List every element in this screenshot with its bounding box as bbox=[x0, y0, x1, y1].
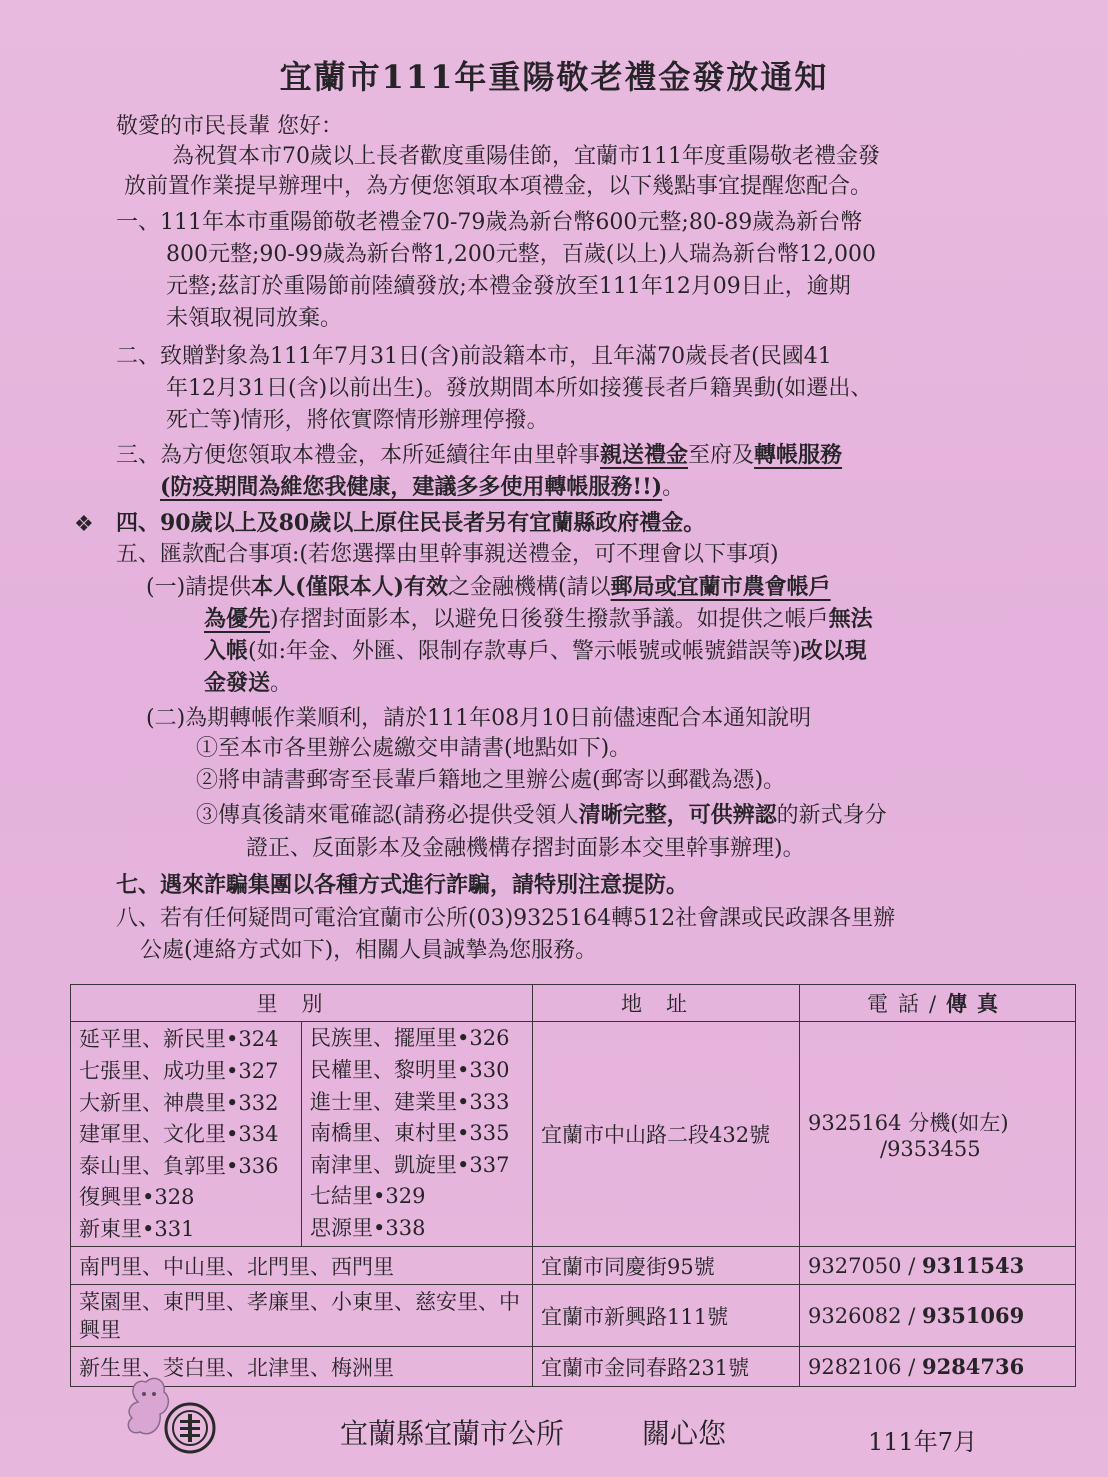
table-row bbox=[71, 1247, 1076, 1285]
footer-org: 宜蘭縣宜蘭市公所 bbox=[340, 1417, 565, 1450]
item5-1-text-a: (一)請提供 bbox=[146, 575, 252, 600]
item1-line-3: 元整;茲訂於重陽節前陸續發放;本禮金發放至111年12月09日止，逾期 bbox=[166, 274, 851, 299]
item1-line-2: 800元整;90-99歲為新台幣1,200元整，百歲(以上)人瑞為新台幣12,000 bbox=[166, 242, 876, 267]
row-fax: 9351069 bbox=[921, 1303, 1025, 1328]
item2-line-2: 年12月31日(含)以前出生)。發放期間本所如接獲長者戶籍異動(如遷出、 bbox=[166, 376, 873, 401]
row-phone: 9282106 / 9284736 bbox=[800, 1347, 1076, 1387]
row-address: 宜蘭市新興路111號 bbox=[533, 1285, 800, 1347]
item5: 五、匯款配合事項:(若您選擇由里幹事親送禮金，可不理會以下事項) bbox=[116, 542, 779, 567]
table-row bbox=[71, 1285, 1076, 1347]
row-fax: 9284736 bbox=[921, 1354, 1025, 1379]
header-phone-fax bbox=[800, 985, 1076, 1022]
item3-epidemic-note: (防疫期間為維您我健康，建議多多使用轉帳服務!!) bbox=[160, 474, 663, 500]
row-phone: 9327050 / 9311543 bbox=[800, 1247, 1076, 1285]
row-phone: 9326082 / 9351069 bbox=[800, 1285, 1076, 1347]
diamond-bullet-icon: ❖ bbox=[74, 512, 94, 537]
group1-phone-line-1: 9325164 分機(如左) bbox=[808, 1111, 1009, 1135]
item4: 四、90歲以上及80歲以上原住民長者另有宜蘭縣政府禮金。 bbox=[116, 510, 706, 536]
group1-left-item: 七張里、成功里•327 bbox=[79, 1059, 279, 1084]
office-contact-table bbox=[70, 984, 1076, 1387]
item5-1-line-3 bbox=[204, 636, 867, 667]
item8-line-1: 八、若有任何疑問可電洽宜蘭市公所(03)9325164轉512社會課或民政課各里辦 bbox=[116, 906, 896, 931]
item3-text-c: 至府及 bbox=[688, 443, 755, 468]
item3-delivery: 親送禮金 bbox=[600, 442, 689, 468]
row-li: 新生里、茭白里、北津里、梅洲里 bbox=[71, 1347, 533, 1387]
row-address: 宜蘭市同慶街95號 bbox=[533, 1247, 800, 1285]
footer-care: 關心您 bbox=[642, 1417, 727, 1450]
header-li: 里別 bbox=[71, 985, 533, 1022]
item5-1-bank-pref: 郵局或宜蘭市農會帳戶 bbox=[610, 574, 831, 600]
item3-text-a: 三、為方便您領取本禮金，本所延續往年由里幹事 bbox=[116, 443, 601, 468]
row-tel: 9282106 bbox=[808, 1355, 902, 1379]
group1-left-item: 復興里•328 bbox=[79, 1185, 195, 1210]
item3-period: 。 bbox=[662, 475, 685, 500]
group1-left-item: 延平里、新民里•324 bbox=[79, 1027, 279, 1052]
group1-left-list bbox=[71, 1022, 302, 1247]
row-tel: 9327050 bbox=[808, 1254, 902, 1278]
intro-line-2: 放前置作業提早辦理中，為方便您領取本項禮金，以下幾點事宜提醒您配合。 bbox=[124, 174, 873, 199]
city-seal-icon bbox=[120, 1372, 220, 1458]
row-tel: 9326082 bbox=[808, 1304, 902, 1328]
item7: 七、遇來詐騙集團以各種方式進行詐騙，請特別注意提防。 bbox=[116, 872, 689, 898]
group1-right-item: 思源里•338 bbox=[310, 1215, 426, 1240]
table-row bbox=[71, 1347, 1076, 1387]
sub-step-1: ①至本市各里辦公處繳交申請書(地點如下)。 bbox=[196, 736, 632, 761]
group1-right-item: 南橋里、東村里•335 bbox=[310, 1121, 510, 1146]
group1-right-list bbox=[302, 1022, 533, 1247]
group1-phone-line-2: /9353455 bbox=[880, 1137, 981, 1161]
document-title: 宜蘭市111年重陽敬老禮金發放通知 bbox=[279, 58, 829, 96]
header-phone: 電話/ bbox=[866, 992, 947, 1016]
group1-left-item: 建軍里、文化里•334 bbox=[79, 1122, 279, 1147]
item5-1-self-only: 本人(僅限本人)有效 bbox=[251, 574, 448, 600]
group1-right-item: 南津里、凱旋里•337 bbox=[310, 1152, 510, 1177]
item5-1-period: 。 bbox=[270, 671, 293, 696]
sub-step-2: ②將申請書郵寄至長輩戶籍地之里辦公處(郵寄以郵戳為憑)。 bbox=[196, 768, 786, 793]
header-address: 地址 bbox=[533, 985, 800, 1022]
item5-1-deposit: 入帳 bbox=[204, 638, 249, 664]
greeting: 敬愛的市民長輩 您好： bbox=[116, 114, 343, 139]
group1-left-item: 大新里、神農里•332 bbox=[79, 1090, 279, 1115]
item5-2: (二)為期轉帳作業順利，請於111年08月10日前儘速配合本通知說明 bbox=[146, 706, 812, 731]
item5-1-text-f: )存摺封面影本，以避免日後發生撥款爭議。如提供之帳戶 bbox=[270, 607, 829, 632]
item3-line-2 bbox=[160, 472, 684, 503]
row-li: 南門里、中山里、北門里、西門里 bbox=[71, 1247, 533, 1285]
sub3-identify: ，可供辨認 bbox=[666, 802, 777, 828]
item8-line-2: 公處(連絡方式如下)，相關人員誠摯為您服務。 bbox=[140, 938, 598, 963]
sub-step-3-line-1 bbox=[196, 800, 887, 831]
item5-1-line-1 bbox=[146, 572, 831, 603]
item1-line-1: 一、111年本市重陽節敬老禮金70-79歲為新台幣600元整;80-89歲為新台幣 bbox=[116, 210, 863, 235]
footer-date: 111年7月 bbox=[868, 1428, 978, 1456]
item5-1-cannot: 無法 bbox=[828, 606, 873, 632]
sub-step-3-line-2: 證正、反面影本及金融機構存摺封面影本交里幹事辦理)。 bbox=[246, 836, 805, 861]
sub3-text-d: 的新式身分 bbox=[776, 803, 887, 828]
group1-right-item: 民權里、黎明里•330 bbox=[310, 1058, 510, 1083]
item5-1-text-c: 之金融機構(請以 bbox=[448, 575, 611, 600]
intro-line-1: 為祝賀本市70歲以上長者歡度重陽佳節，宜蘭市111年度重陽敬老禮金發 bbox=[172, 144, 880, 169]
item5-1-change-cash: 改以現 bbox=[800, 638, 867, 664]
item2-line-1: 二、致贈對象為111年7月31日(含)前設籍本市，且年滿70歲長者(民國41 bbox=[116, 344, 832, 369]
item2-line-3: 死亡等)情形，將依實際情形辦理停撥。 bbox=[166, 408, 549, 433]
group1-right-item: 進士里、建業里•333 bbox=[310, 1089, 510, 1114]
group1-address: 宜蘭市中山路二段432號 bbox=[533, 1022, 800, 1247]
item5-1-priority: 為優先 bbox=[204, 606, 271, 632]
item5-1-line-4 bbox=[204, 668, 292, 699]
item5-1-cash: 金發送 bbox=[204, 670, 271, 696]
item5-1-line-2 bbox=[204, 604, 873, 635]
row-fax: 9311543 bbox=[921, 1253, 1025, 1278]
group1-right-item: 民族里、擺厘里•326 bbox=[310, 1026, 510, 1051]
item1-line-4: 未領取視同放棄。 bbox=[166, 306, 343, 331]
sub3-clear: 清晰完整 bbox=[578, 802, 667, 828]
item5-1-examples: (如:年金、外匯、限制存款專戶、警示帳號或帳號錯誤等) bbox=[248, 639, 801, 664]
group1-left-item: 新東里•331 bbox=[79, 1216, 195, 1241]
group1-phone bbox=[800, 1022, 1076, 1247]
item3-line-1 bbox=[116, 440, 842, 471]
row-address: 宜蘭市金同春路231號 bbox=[533, 1347, 800, 1387]
sub3-text-a: ③傳真後請來電確認(請務必提供受領人 bbox=[196, 803, 579, 828]
header-fax: 傳真 bbox=[946, 991, 1009, 1016]
item3-transfer: 轉帳服務 bbox=[754, 442, 843, 468]
group1-left-item: 泰山里、負郭里•336 bbox=[79, 1153, 279, 1178]
row-li: 菜園里、東門里、孝廉里、小東里、慈安里、中興里 bbox=[71, 1285, 533, 1347]
group1-right-item: 七結里•329 bbox=[310, 1184, 426, 1209]
